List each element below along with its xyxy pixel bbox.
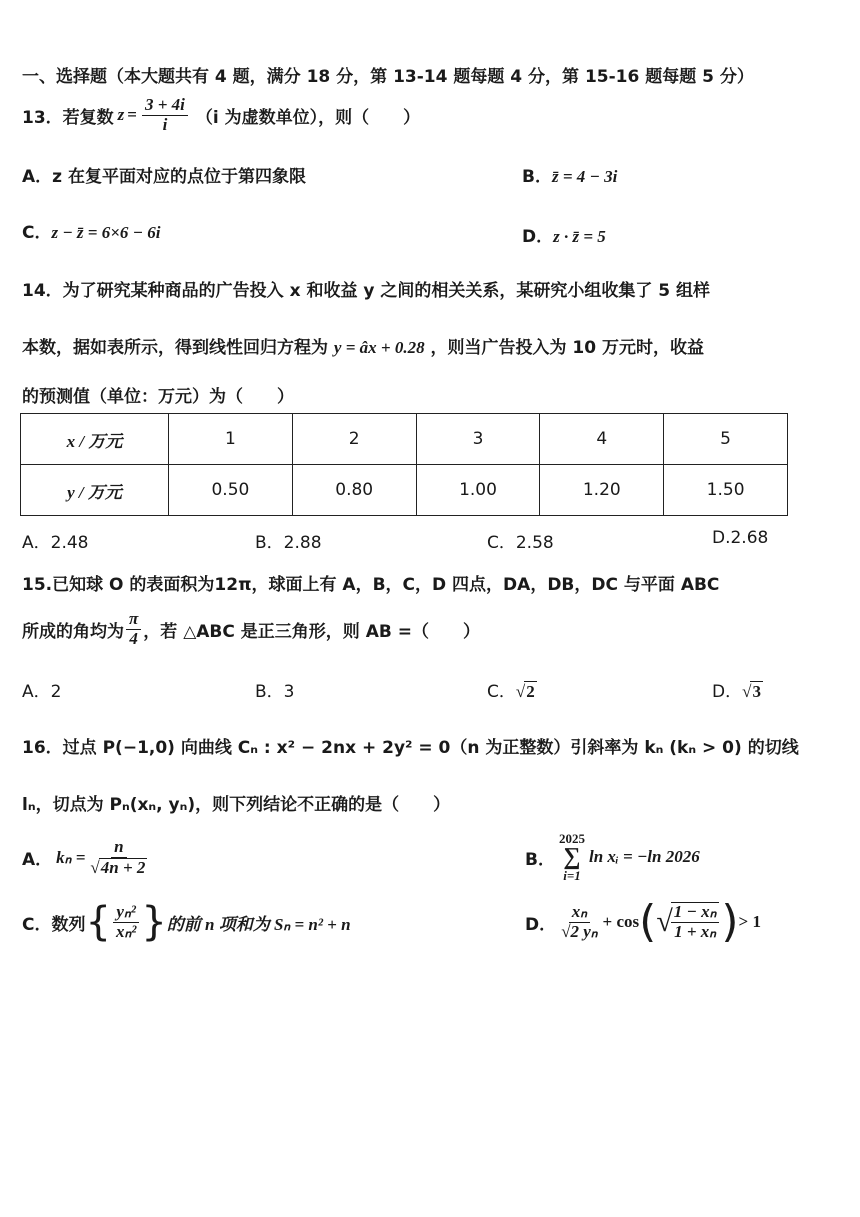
q14-option-b[interactable]: B．2.88 <box>255 533 322 553</box>
fraction: $\frac{\text{1 − xₙ}}{\text{1 + xₙ}}$ <box>671 902 720 941</box>
summation: 2025 ∑ i=1 <box>558 831 585 883</box>
question-14-line1: 14．为了研究某种商品的广告投入 x 和收益 y 之间的相关关系，某研究小组收集了 5 组样 <box>22 281 711 301</box>
q15-option-c[interactable]: C．√2 <box>487 682 535 702</box>
question-number: 13． <box>22 107 63 128</box>
q16-option-b[interactable]: B． 2025 ∑ i=1 ln xᵢ = −ln 2026 <box>525 831 700 883</box>
q16-option-c[interactable]: C． 数列 { $\frac{\text{yₙ²}}{\text{xₙ²}}$ } 的前 n 项和为 Sₙ = n² + n <box>22 899 351 945</box>
question-13-stem: 13． 若复数 z = $\frac{3 + 4i}{i}$ （i 为虚数单位），则（ ） <box>22 95 421 134</box>
table-cell: 1.20 <box>540 465 664 516</box>
q15-option-a[interactable]: A．2 <box>22 682 62 702</box>
q13-option-d[interactable]: D．z · z̄ = 5 <box>522 227 606 247</box>
table-cell: 1.00 <box>416 465 540 516</box>
table-header-cell: y / 万元 <box>21 465 169 516</box>
table-cell: 1.50 <box>664 465 788 516</box>
fraction: $\frac{\text{yₙ²}}{\text{xₙ²}}$ <box>113 903 139 941</box>
left-paren-icon: ( <box>639 896 657 947</box>
table-cell: 1 <box>169 414 293 465</box>
fraction: $\frac{n}{√4n + 2}$ <box>90 837 146 877</box>
fraction: $\frac{3 + 4i}{i}$ <box>142 96 188 134</box>
table-cell: 5 <box>664 414 788 465</box>
question-16-line2: lₙ，切点为 Pₙ(xₙ, yₙ)，则下列结论不正确的是（ ） <box>22 795 451 815</box>
table-cell: 4 <box>540 414 664 465</box>
question-number: 16． <box>22 738 63 758</box>
data-table <box>20 413 788 516</box>
question-number: 14． <box>22 281 63 301</box>
q14-option-d[interactable]: D.2.68 <box>712 528 769 548</box>
fraction: $\frac{\pi}{4}$ <box>126 610 141 648</box>
right-brace-icon: } <box>141 899 167 945</box>
q13-option-c[interactable]: C．z − z̄ = 6×6 − 6i <box>22 223 161 243</box>
q16-option-d[interactable]: D． $\frac{\text{xₙ}}{\text{√2 yₙ}}$ + cos ( √ $\frac{\text{1 − xₙ}}{\text{1 + xₙ}}$ ) > 1 <box>525 896 761 947</box>
fraction: $\frac{\text{xₙ}}{\text{√2 yₙ}}$ <box>561 901 598 941</box>
q14-option-a[interactable]: A．2.48 <box>22 533 89 553</box>
sigma-icon: ∑ <box>563 844 581 870</box>
regression-equation: y = âx + 0.28 <box>333 338 425 357</box>
table-cell: 2 <box>292 414 416 465</box>
question-15-line1: 15.已知球 O 的表面积为12π，球面上有 A，B，C，D 四点，DA，DB，DC 与平面 ABC <box>22 575 720 595</box>
question-number: 15. <box>22 575 53 595</box>
sqrt-icon: √ <box>656 905 673 938</box>
sqrt-icon: √ <box>515 682 526 701</box>
table-cell: 3 <box>416 414 540 465</box>
q15-option-d[interactable]: D．√3 <box>712 682 761 702</box>
table-cell: 0.80 <box>292 465 416 516</box>
question-14-line2: 本数，据如表所示，得到线性回归方程为 y = âx + 0.28 ，则当广告投入为 10 万元时，收益 <box>22 338 705 358</box>
q16-option-a[interactable]: A． kₙ = $\frac{n}{√4n + 2}$ <box>22 838 152 877</box>
section-header: 一、选择题（本大题共有 4 题，满分 18 分，第 13-14 题每题 4 分，第 15-16 题每题 5 分） <box>22 67 754 87</box>
table-cell: 0.50 <box>169 465 293 516</box>
table-header-cell: x / 万元 <box>21 414 169 465</box>
question-15-line2: 所成的角均为 $\frac{\pi}{4}$ ，若 △ABC 是正三角形，则 AB =（ ） <box>22 609 480 648</box>
left-brace-icon: { <box>85 899 111 945</box>
q13-option-b[interactable]: B．z̄ = 4 − 3i <box>522 167 618 187</box>
q13-option-a[interactable]: A．z 在复平面对应的点位于第四象限 <box>22 167 306 187</box>
table-row <box>21 414 788 465</box>
q15-option-b[interactable]: B．3 <box>255 682 295 702</box>
question-16-line1: 16．过点 P(−1,0) 向曲线 Cₙ : x² − 2nx + 2y² = 0（n 为正整数）引斜率为 kₙ (kₙ > 0) 的切线 <box>22 738 799 758</box>
sqrt-icon: √ <box>90 857 100 877</box>
question-14-line3: 的预测值（单位：万元）为（ ） <box>22 387 294 407</box>
q14-option-c[interactable]: C．2.58 <box>487 533 554 553</box>
table-row <box>21 465 788 516</box>
right-paren-icon: ) <box>721 896 739 947</box>
sqrt-icon: √ <box>742 682 752 701</box>
